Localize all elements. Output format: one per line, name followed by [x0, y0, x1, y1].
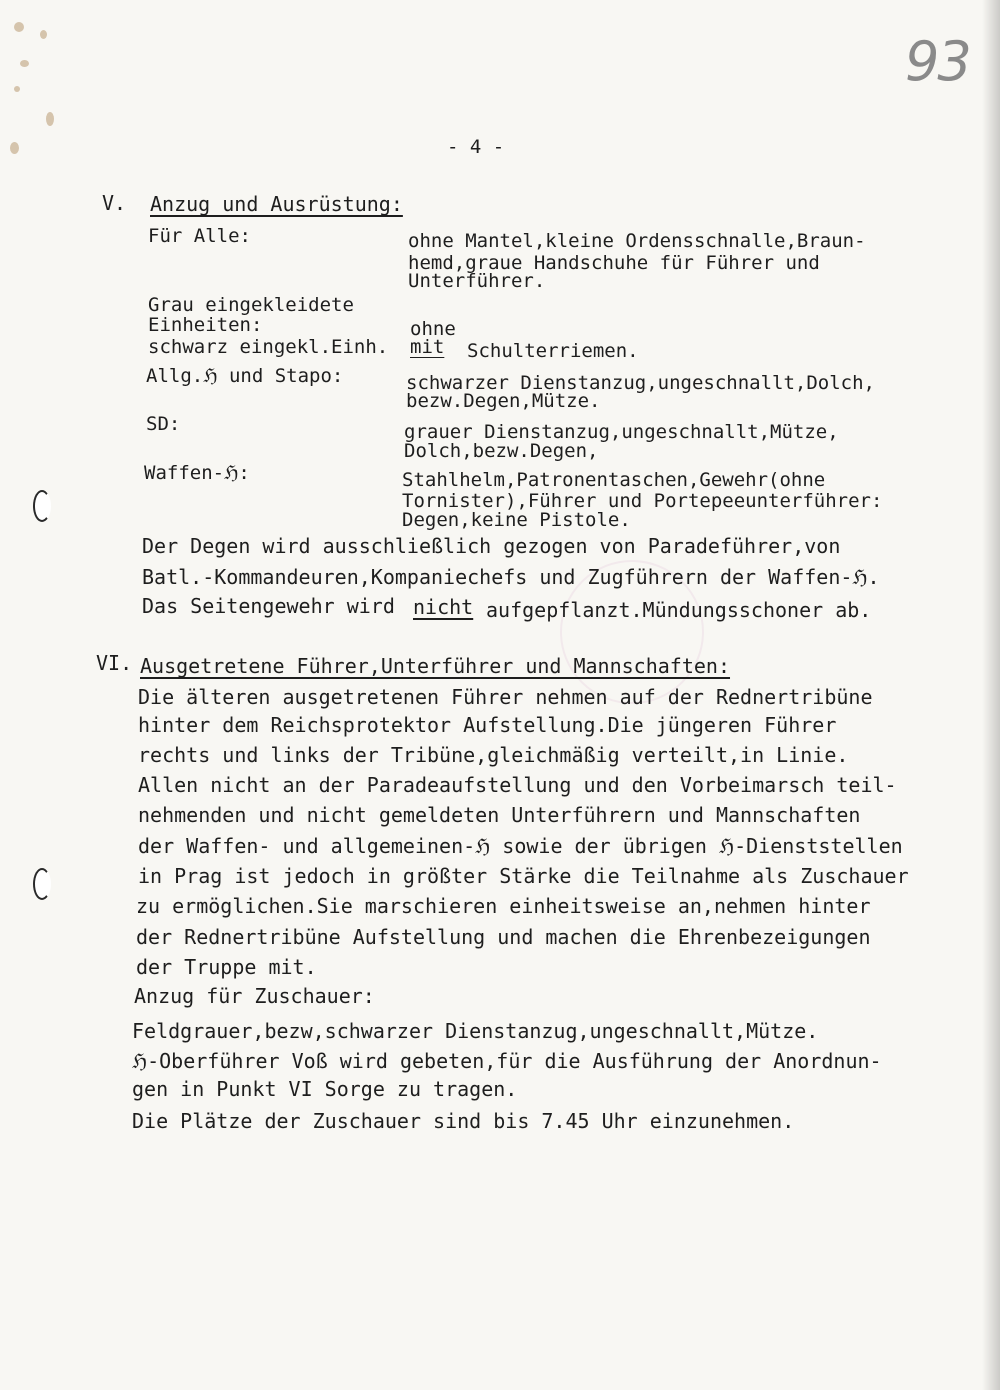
- rust-stain: [46, 112, 54, 126]
- punch-hole: [33, 490, 51, 522]
- row-value: Schulterriemen.: [467, 340, 639, 362]
- section-vi-line: Allen nicht an der Paradeaufstellung und den Vorbeimarsch teil-: [138, 773, 897, 797]
- row-value-line: ohne Mantel,kleine Ordensschnalle,Braun-: [408, 230, 866, 252]
- section-v-paragraph-line: Batl.-Kommandeuren,Kompaniechefs und Zugführern der Waffen-ℌ.: [142, 565, 880, 589]
- row-value-line: schwarzer Dienstanzug,ungeschnallt,Dolch,: [406, 372, 875, 394]
- row-label: Für Alle:: [148, 225, 251, 247]
- row-value-line: Unterführer.: [408, 270, 546, 292]
- row-value-line: hemd,graue Handschuhe für Führer und: [408, 252, 820, 274]
- rust-stain: [40, 30, 47, 39]
- section-vi-line: der Rednertribüne Aufstellung und machen die Ehrenbezeigungen: [136, 925, 871, 949]
- section-vi-line: Feldgrauer,bezw,schwarzer Dienstanzug,ungeschnallt,Mütze.: [132, 1019, 819, 1043]
- rust-stain: [10, 142, 19, 154]
- row-value-line: Stahlhelm,Patronentaschen,Gewehr(ohne: [402, 469, 826, 491]
- row-label: Grau eingekleidete: [148, 294, 354, 316]
- section-vi-heading: Ausgetretene Führer,Unterführer und Mannschaften:: [140, 654, 731, 678]
- row-label: Allg.ℌ und Stapo:: [146, 365, 344, 387]
- section-v-heading: Anzug und Ausrüstung:: [150, 192, 403, 216]
- section-vi-line: Anzug für Zuschauer:: [134, 984, 375, 1008]
- row-label: SD:: [146, 413, 181, 435]
- page-edge-shadow: [982, 0, 1000, 1390]
- row-label: schwarz eingekl.Einh.: [148, 336, 389, 358]
- rust-stain: [14, 22, 24, 32]
- section-v-numeral: V.: [102, 191, 127, 215]
- section-vi-line: hinter dem Reichsprotektor Aufstellung.Die jüngeren Führer: [138, 713, 837, 737]
- row-value-line: bezw.Degen,Mütze.: [406, 390, 601, 412]
- rust-stain: [20, 60, 29, 67]
- section-vi-line: ℌ-Oberführer Voß wird gebeten,für die Ausführung der Anordnun-: [132, 1049, 882, 1073]
- row-label: Waffen-ℌ:: [144, 462, 250, 484]
- archive-number: 93: [905, 30, 970, 93]
- row-value: ohne: [410, 318, 456, 340]
- row-label: Einheiten:: [148, 314, 263, 336]
- emphasis-nicht: nicht: [413, 595, 474, 619]
- row-value-line: Degen,keine Pistole.: [402, 509, 631, 531]
- page-number: - 4 -: [447, 136, 505, 158]
- section-vi-line: gen in Punkt VI Sorge zu tragen.: [132, 1077, 518, 1101]
- section-vi-line: nehmenden und nicht gemeldeten Unterführern und Mannschaften: [138, 803, 861, 827]
- rust-stain: [14, 86, 20, 92]
- row-value-underlined: mit: [410, 336, 445, 358]
- section-vi-line: der Truppe mit.: [136, 955, 317, 979]
- section-v-paragraph-tail: aufgepflanzt.Mündungsschoner ab.: [486, 598, 872, 622]
- section-vi-line: Die älteren ausgetretenen Führer nehmen auf der Rednertribüne: [138, 685, 873, 709]
- section-v-paragraph-line: Der Degen wird ausschließlich gezogen von Paradeführer,von: [142, 534, 841, 558]
- section-vi-line: der Waffen- und allgemeinen-ℌ sowie der übrigen ℌ-Dienststellen: [138, 834, 903, 858]
- section-v-paragraph-line: Das Seitengewehr wird: [142, 594, 395, 618]
- section-vi-line: Die Plätze der Zuschauer sind bis 7.45 Uhr einzunehmen.: [132, 1109, 795, 1133]
- row-value-line: Tornister),Führer und Portepeeunterführer:: [402, 490, 883, 512]
- punch-hole: [33, 868, 51, 900]
- row-value-line: grauer Dienstanzug,ungeschnallt,Mütze,: [404, 421, 839, 443]
- row-value-line: Dolch,bezw.Degen,: [404, 440, 599, 462]
- section-vi-line: rechts und links der Tribüne,gleichmäßig verteilt,in Linie.: [138, 743, 849, 767]
- section-vi-line: zu ermöglichen.Sie marschieren einheitsweise an,nehmen hinter: [136, 894, 871, 918]
- section-vi-line: in Prag ist jedoch in größter Stärke die Teilnahme als Zuschauer: [138, 864, 909, 888]
- section-vi-numeral: VI.: [96, 651, 133, 675]
